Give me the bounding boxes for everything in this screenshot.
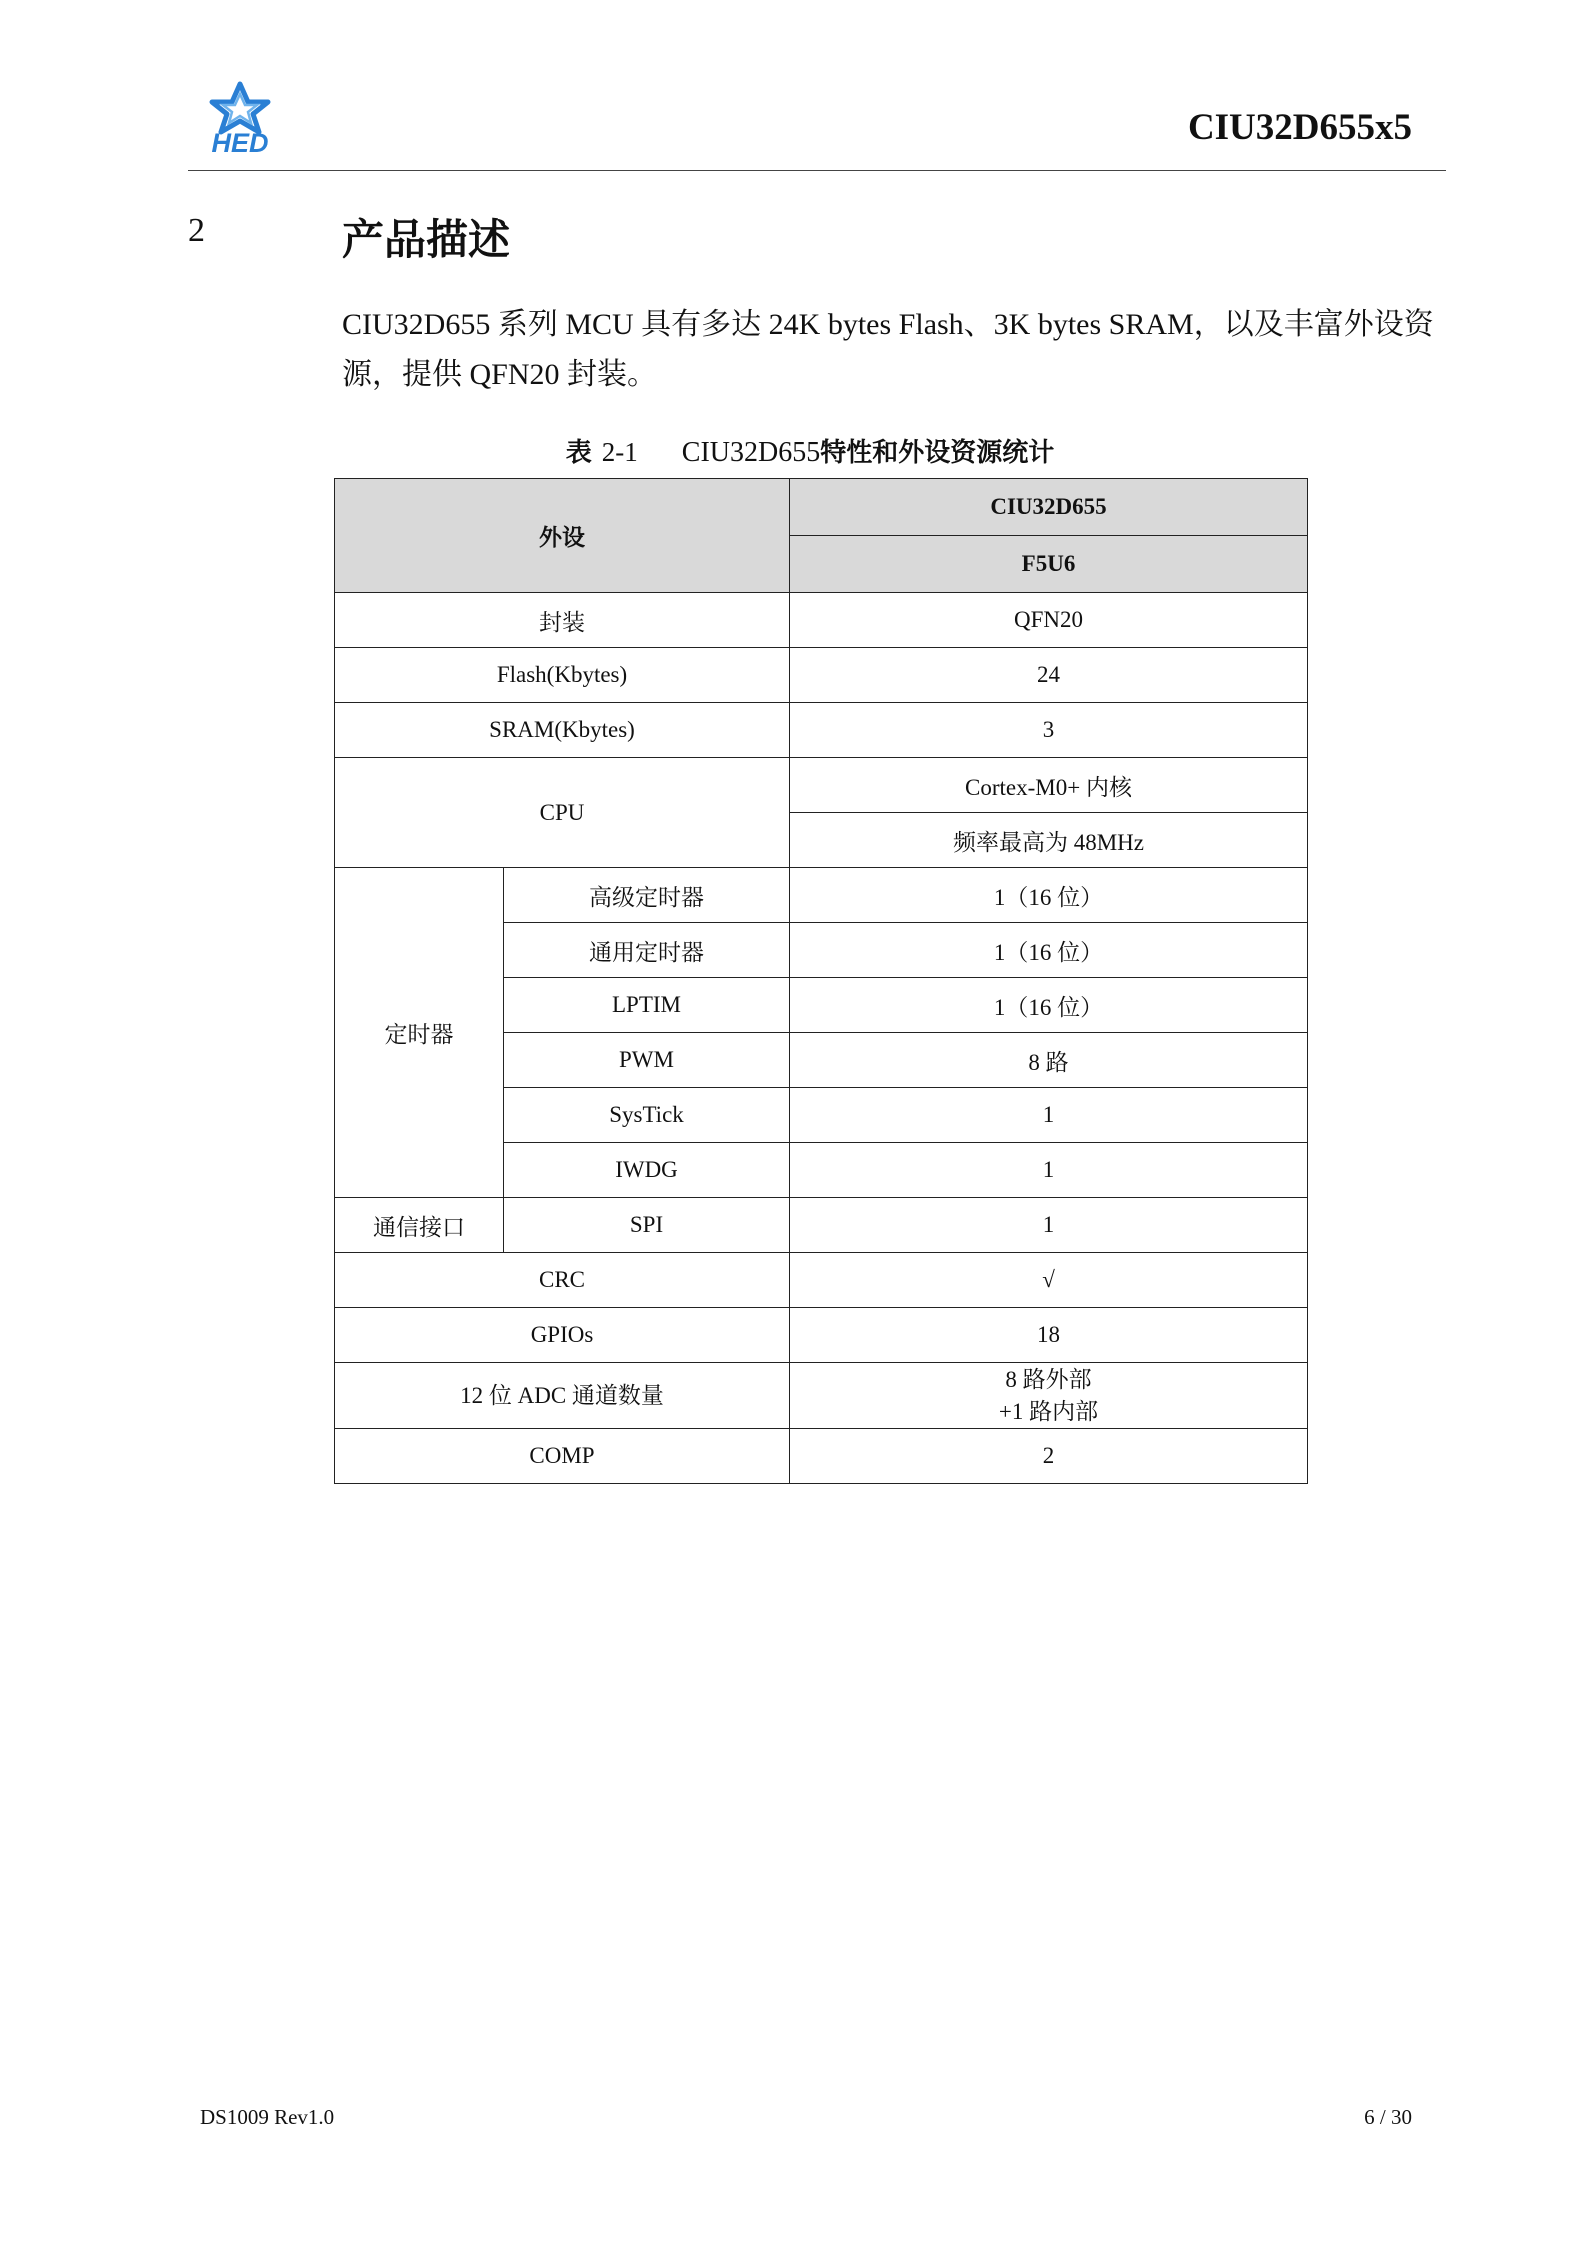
caption-label: 表 [565, 438, 592, 468]
row-label: 12 位 ADC 通道数量 [335, 1363, 790, 1429]
row-value: 8 路 [790, 1033, 1308, 1088]
row-value: 1（16 位） [790, 923, 1308, 978]
header-model: CIU32D655 [790, 479, 1308, 536]
group-label: 通信接口 [335, 1198, 504, 1253]
group-label: 定时器 [335, 868, 504, 1198]
row-label: COMP [335, 1429, 790, 1484]
row-value: 2 [790, 1429, 1308, 1484]
table-row [335, 1429, 1308, 1484]
caption-model: CIU32D655 [681, 437, 821, 468]
row-label: SPI [504, 1198, 790, 1253]
row-label: 封装 [335, 593, 790, 648]
footer-page-number: 6 / 30 [1364, 2105, 1412, 2129]
table-row [335, 593, 1308, 648]
document-title: CIU32D655x5 [1187, 107, 1412, 148]
header-variant: F5U6 [790, 536, 1308, 593]
table-row [335, 758, 1308, 813]
row-value: 1（16 位） [790, 978, 1308, 1033]
table-row [335, 868, 1308, 923]
caption-text: 特性和外设资源统计 [820, 438, 1055, 468]
row-label: CPU [335, 758, 790, 868]
section-number: 2 [188, 212, 205, 249]
row-value: 1 [790, 1143, 1308, 1198]
row-label: CRC [335, 1253, 790, 1308]
section-title: 产品描述 [342, 215, 511, 264]
table-row [335, 1253, 1308, 1308]
table-row [335, 648, 1308, 703]
adc-internal: +1 路内部 [998, 1398, 1099, 1424]
row-value: 3 [790, 703, 1308, 758]
table-row [335, 1308, 1308, 1363]
adc-external: 8 路外部 [1005, 1366, 1092, 1392]
row-label: 高级定时器 [504, 868, 790, 923]
row-value: 1（16 位） [790, 868, 1308, 923]
table-row [335, 479, 1308, 536]
caption-number: 2-1 [601, 437, 638, 467]
row-label: PWM [504, 1033, 790, 1088]
row-value: Cortex-M0+ 内核 [790, 758, 1308, 813]
table-row [335, 1198, 1308, 1253]
header-divider [188, 170, 1446, 171]
row-value: 1 [790, 1198, 1308, 1253]
row-label: LPTIM [504, 978, 790, 1033]
row-label: SRAM(Kbytes) [335, 703, 790, 758]
row-label: 通用定时器 [504, 923, 790, 978]
header-peripheral: 外设 [335, 479, 790, 593]
row-value [790, 1363, 1308, 1429]
row-value: √ [790, 1253, 1308, 1308]
row-value: 1 [790, 1088, 1308, 1143]
logo-text: HED [211, 128, 269, 158]
table-caption [330, 432, 1290, 469]
section-paragraph: CIU32D655 系列 MCU 具有多达 24K bytes Flash、3K bytes SRAM，以及丰富外设资源，提供 QFN20 封装。 [342, 308, 1434, 391]
table-row [335, 703, 1308, 758]
row-label: IWDG [504, 1143, 790, 1198]
row-label: SysTick [504, 1088, 790, 1143]
footer-doc-id: DS1009 Rev1.0 [200, 2105, 335, 2129]
row-value: 18 [790, 1308, 1308, 1363]
table-row [335, 1363, 1308, 1429]
row-value: 频率最高为 48MHz [790, 813, 1308, 868]
row-value: QFN20 [790, 593, 1308, 648]
row-value: 24 [790, 648, 1308, 703]
row-label: GPIOs [335, 1308, 790, 1363]
feature-table [334, 478, 1308, 1484]
row-label: Flash(Kbytes) [335, 648, 790, 703]
